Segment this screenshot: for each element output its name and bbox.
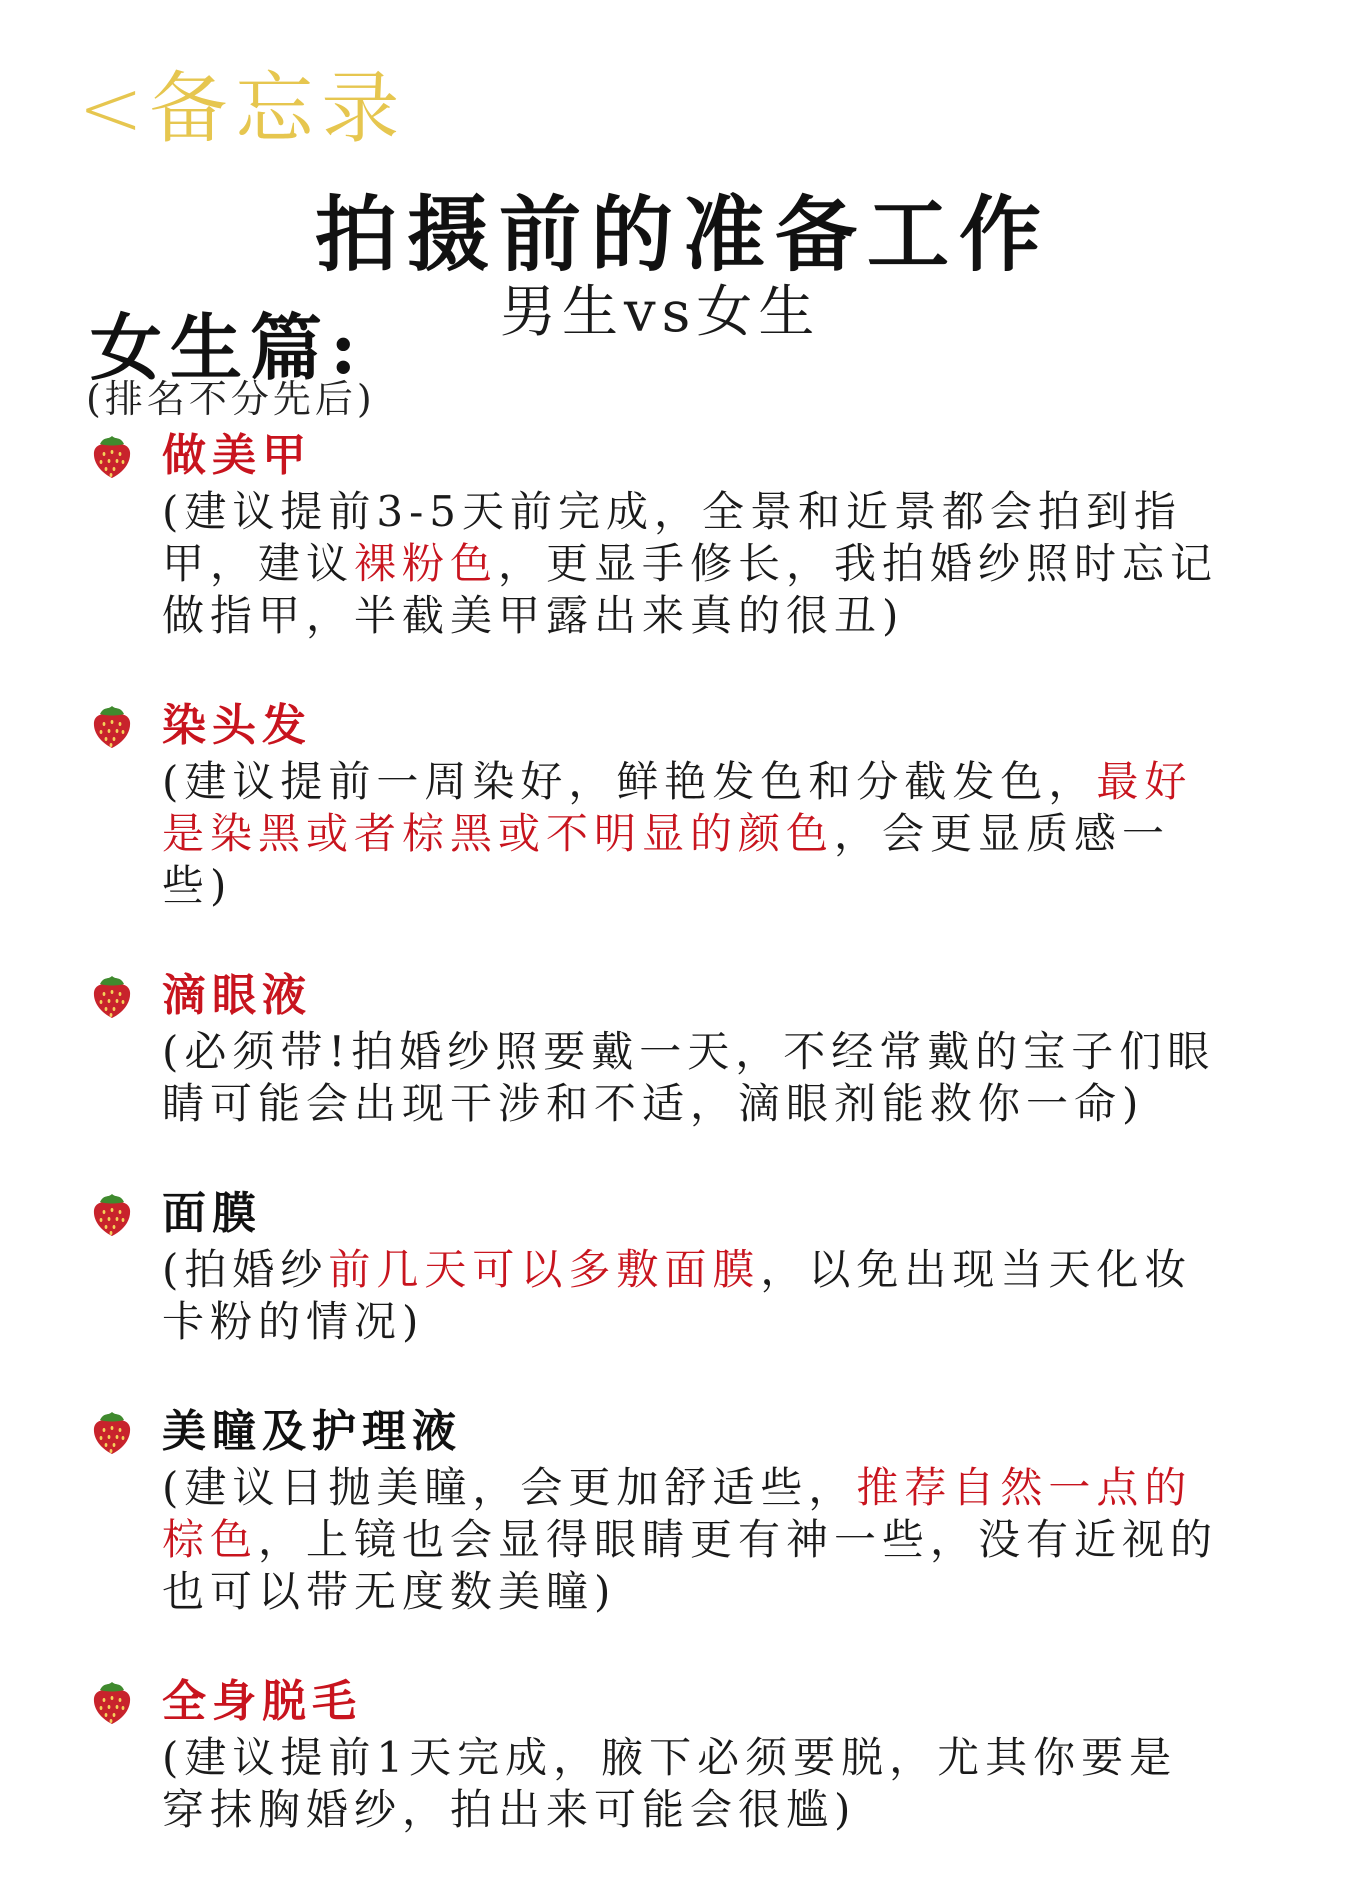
strawberry-icon [90,1408,134,1456]
section-heading: 女生篇: [90,305,365,390]
item-title: 滴眼液 [162,970,312,1021]
strawberry-icon [90,1678,134,1726]
body-text: ，更显手修长，我拍婚纱照时忘记做指甲，半截美甲露出来真的很丑) [162,539,1219,640]
back-label: 备忘录 [149,64,408,154]
page-title: 拍摄前的准备工作 [314,187,1051,283]
chevron-left-icon: < [78,64,144,154]
body-text: (建议提前3-5天前完成，全景和近景都会拍到指甲，建议 [162,487,1183,588]
body-text: ，上镜也会显得眼睛更有神一些，没有近视的也可以带无度数美瞳) [162,1515,1219,1616]
highlight-text: 前几天可以多敷面膜 [328,1245,761,1294]
list-item [90,698,1220,912]
item-list [90,428,1220,1892]
body-text: (拍婚纱 [162,1245,329,1294]
item-title: 全身脱毛 [162,1676,362,1727]
item-description [162,756,1220,912]
list-item [90,1404,1220,1618]
body-text: ，会更显质感一些) [162,809,1171,910]
strawberry-icon [90,972,134,1020]
list-item [90,428,1220,642]
item-description [162,1026,1220,1130]
item-title: 美瞳及护理液 [162,1406,462,1457]
highlight-text: 推荐自然一点的棕色 [162,1463,1193,1564]
item-title: 做美甲 [162,430,312,481]
strawberry-icon [90,1190,134,1238]
list-item [90,1674,1220,1836]
back-button[interactable] [78,64,408,154]
body-text: (必须带!拍婚纱照要戴一天，不经常戴的宝子们眼睛可能会出现干涉和不适，滴眼剂能救你一命) [162,1027,1216,1128]
list-item [90,1186,1220,1348]
item-description [162,1244,1220,1348]
strawberry-icon [90,432,134,480]
item-description [162,486,1220,642]
item-description [162,1462,1220,1618]
highlight-text: 裸粉色 [354,539,499,588]
body-text: (建议提前一周染好，鲜艳发色和分截发色， [162,757,1097,806]
body-text: ，以免出现当天化妆卡粉的情况) [162,1245,1193,1346]
page-subtitle: 男生vs女生 [500,280,821,345]
section-note: (排名不分先后) [86,377,376,421]
body-text: (建议日抛美瞳，会更加舒适些， [162,1463,857,1512]
list-item [90,968,1220,1130]
item-title: 染头发 [162,700,312,751]
strawberry-icon [90,702,134,750]
highlight-text: 最好是染黑或者棕黑或不明显的颜色 [162,757,1193,858]
item-title: 面膜 [162,1188,262,1239]
body-text: (建议提前1天完成，腋下必须要脱，尤其你要是穿抹胸婚纱，拍出来可能会很尴) [162,1733,1178,1834]
item-description [162,1732,1220,1836]
